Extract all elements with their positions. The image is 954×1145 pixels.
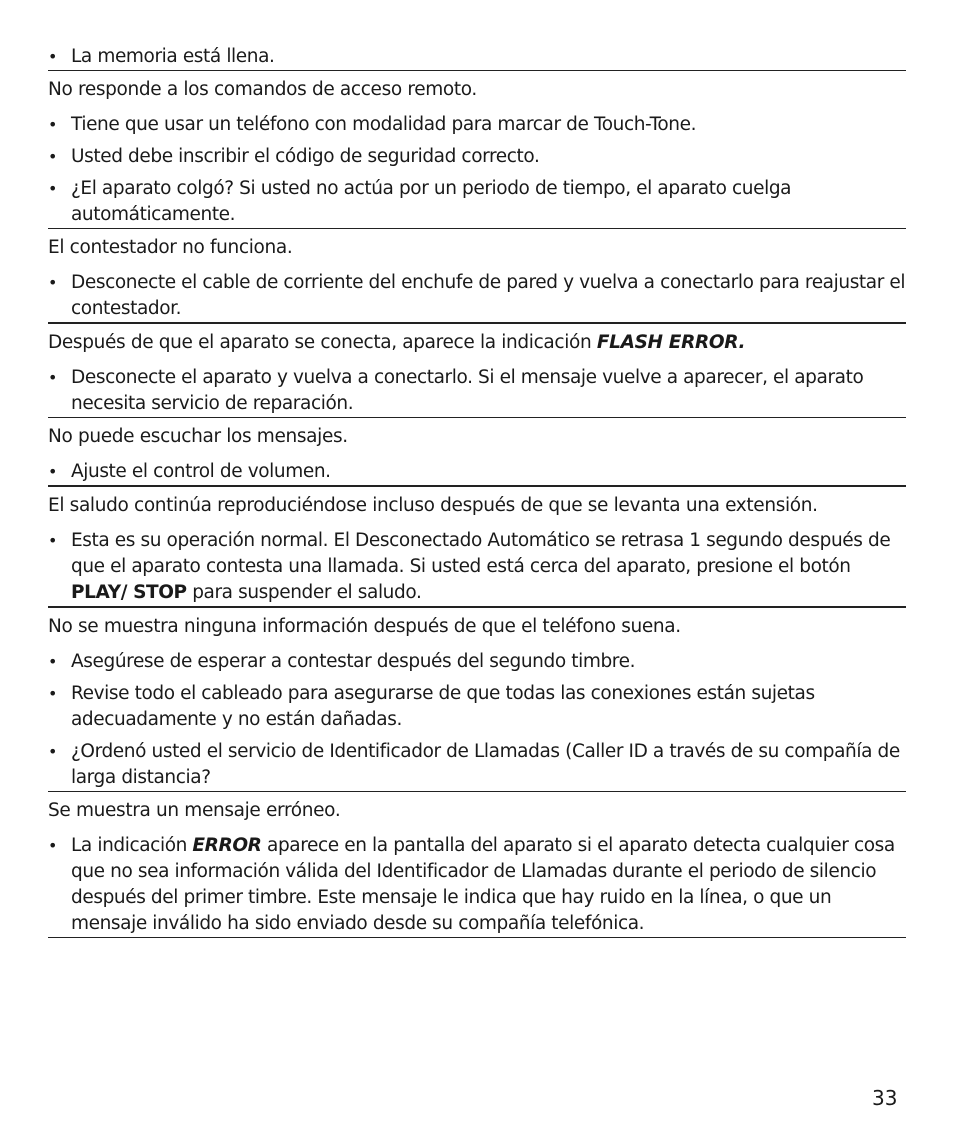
bullet-icon: • <box>48 462 58 481</box>
bullet-icon: • <box>48 531 58 550</box>
list-item-text-end: para suspender el saludo. <box>186 582 422 603</box>
error-label: ERROR <box>192 835 262 856</box>
list-item <box>48 270 906 322</box>
list-item-text <box>71 528 906 606</box>
list-item-text: Desconecte el cable de corriente del enchufe de pared y vuelva a conectarlo para reajustar el contestador. <box>71 272 906 319</box>
section-remote-access <box>48 71 906 229</box>
section-flash-error <box>48 324 906 418</box>
list-item-text: Revise todo el cableado para asegurarse de que todas las conexiones están sujetas adecuadamente y no están dañadas. <box>71 683 815 730</box>
bullet-icon: • <box>48 147 58 166</box>
troubleshooting-content <box>48 44 906 938</box>
flash-error-label: FLASH ERROR. <box>596 332 746 353</box>
bullet-icon: • <box>48 742 58 761</box>
heading-text: Después de que el aparato se conecta, aparece la indicación <box>48 332 597 353</box>
section-greeting-continues <box>48 487 906 608</box>
list-item <box>48 739 906 791</box>
bullet-icon: • <box>48 273 58 292</box>
list-item-text: Ajuste el control de volumen. <box>71 461 331 482</box>
list-item <box>48 365 906 417</box>
list-item <box>48 459 906 485</box>
bullet-icon: • <box>48 684 58 703</box>
section-no-caller-info <box>48 608 906 792</box>
list-item-text: Tiene que usar un teléfono con modalidad para marcar de Touch-Tone. <box>71 114 697 135</box>
list-item <box>48 833 906 937</box>
section-heading: El contestador no funciona. <box>48 237 293 258</box>
list-item <box>48 649 906 675</box>
section-cannot-hear-messages <box>48 418 906 487</box>
bullet-icon: • <box>48 47 58 66</box>
list-item-text: Usted debe inscribir el código de seguridad correcto. <box>71 146 540 167</box>
list-item <box>48 144 906 170</box>
list-item-text-start: Esta es su operación normal. El Desconectado Automático se retrasa 1 segundo después de que el aparato contesta una llamada. Si usted está cerca del aparato, presione el botón <box>71 530 891 577</box>
bullet-icon: • <box>48 179 58 198</box>
list-item-text-end: aparece en la pantalla del aparato si el aparato detecta cualquier cosa que no sea información válida del Identificador de Llamadas durante el periodo de silencio después del primer timbre. Este mensaje le indica que hay ruido en la línea, o que un mensaje inválido ha sido enviado desde su compañía telefónica. <box>71 835 895 934</box>
bullet-icon: • <box>48 836 58 855</box>
section-heading: No responde a los comandos de acceso remoto. <box>48 79 477 100</box>
list-item-text: Asegúrese de esperar a contestar después del segundo timbre. <box>71 651 636 672</box>
list-item <box>48 112 906 138</box>
bullet-icon: • <box>48 368 58 387</box>
list-item-text <box>71 833 906 937</box>
list-item-text: ¿El aparato colgó? Si usted no actúa por un periodo de tiempo, el aparato cuelga automáticamente. <box>71 178 792 225</box>
bullet-icon: • <box>48 652 58 671</box>
list-item-text: Desconecte el aparato y vuelva a conectarlo. Si el mensaje vuelve a aparecer, el aparato necesita servicio de reparación. <box>71 367 864 414</box>
list-item <box>48 44 906 70</box>
list-item <box>48 528 906 606</box>
list-item <box>48 176 906 228</box>
list-item-text: La memoria está llena. <box>71 46 275 67</box>
section-error-message <box>48 792 906 938</box>
play-stop-label: PLAY/ STOP <box>71 582 187 603</box>
section-heading: El saludo continúa reproduciéndose incluso después de que se levanta una extensión. <box>48 495 818 516</box>
section-memory-full <box>48 44 906 71</box>
section-heading: No se muestra ninguna información después de que el teléfono suena. <box>48 616 681 637</box>
bullet-icon: • <box>48 115 58 134</box>
list-item-text: ¿Ordenó usted el servicio de Identificador de Llamadas (Caller ID a través de su compañía de larga distancia? <box>71 741 900 788</box>
section-heading: No puede escuchar los mensajes. <box>48 426 348 447</box>
page-number: 33 <box>872 1086 898 1110</box>
section-heading <box>48 324 906 359</box>
section-answerer-not-working <box>48 229 906 324</box>
list-item-text-start: La indicación <box>71 835 193 856</box>
list-item <box>48 681 906 733</box>
section-heading: Se muestra un mensaje erróneo. <box>48 800 341 821</box>
